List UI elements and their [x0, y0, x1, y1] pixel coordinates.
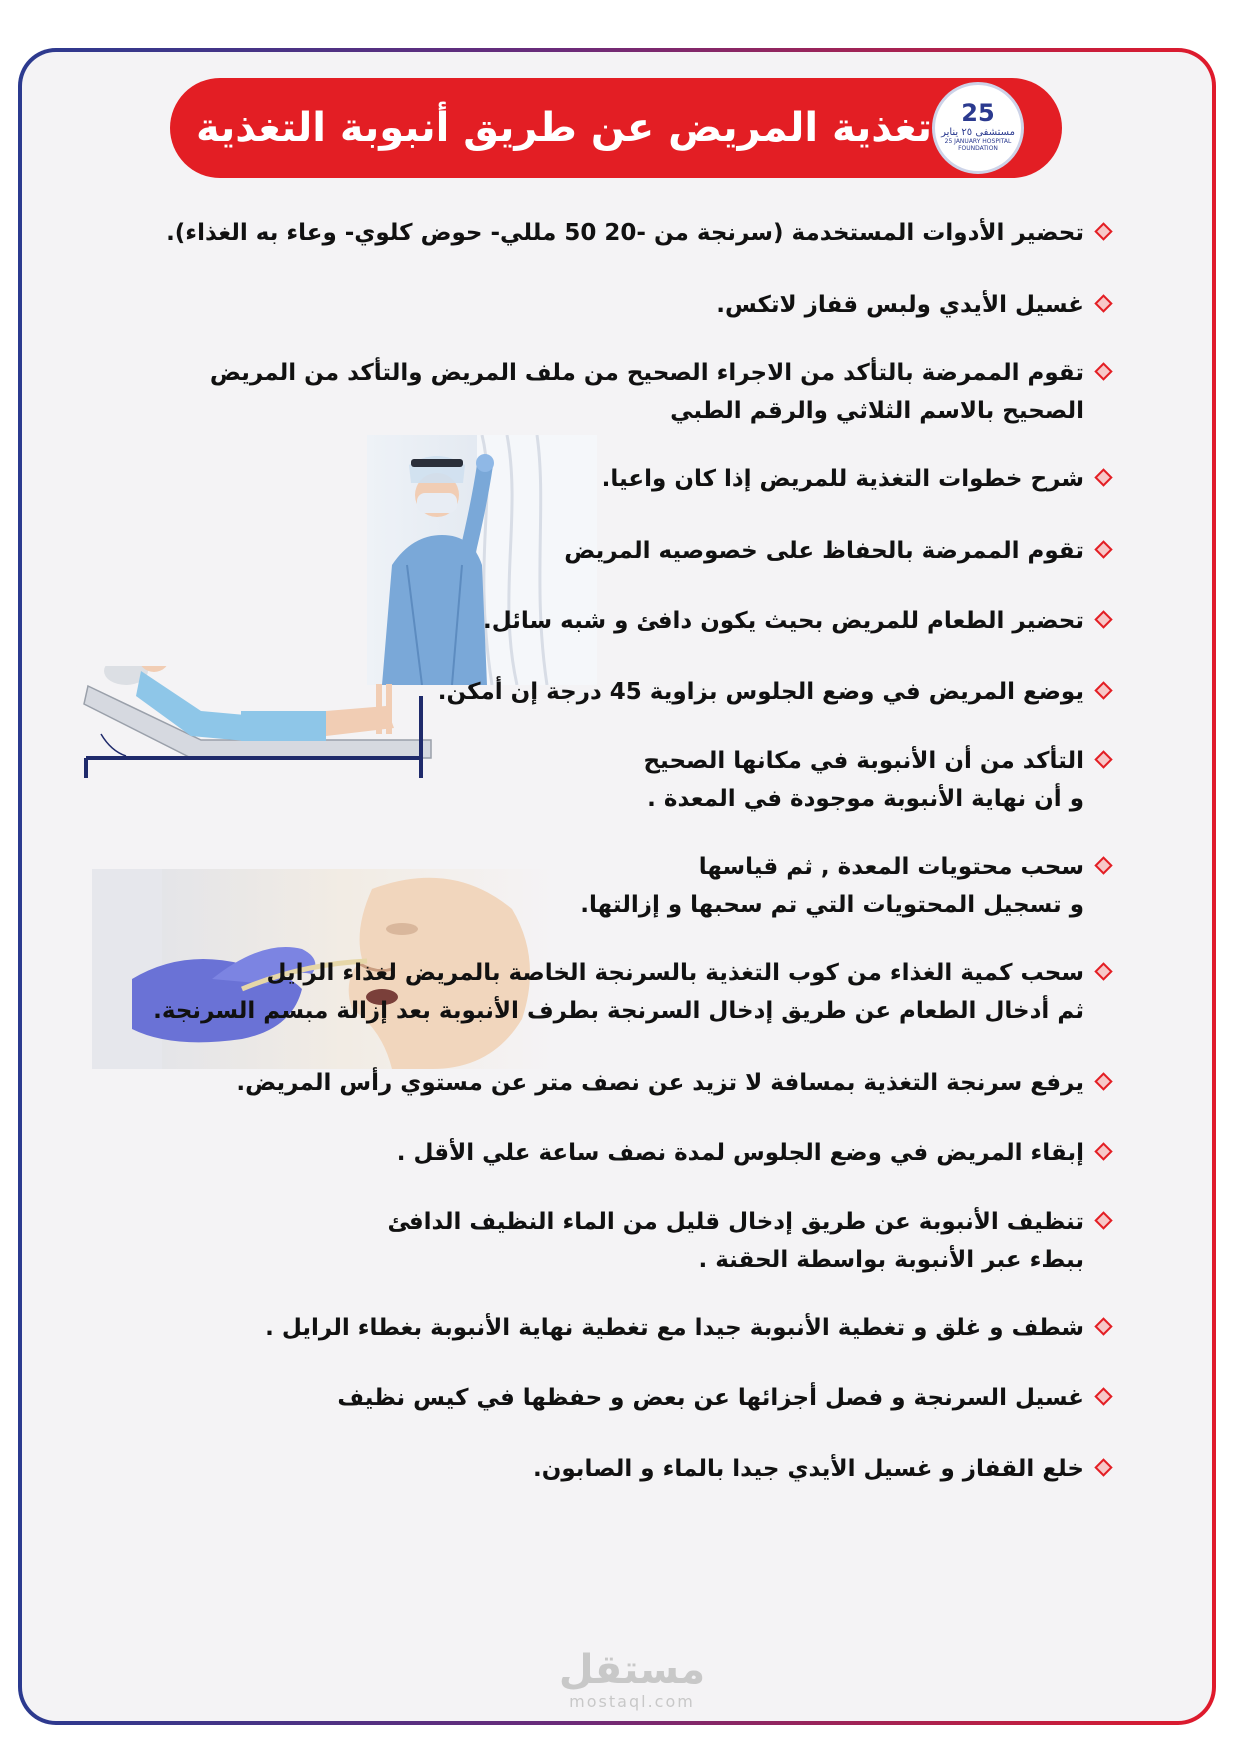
step-text: الصحيح بالاسم الثلاثي والرقم الطبي [670, 398, 1084, 424]
page-title: تغذية المريض عن طريق أنبوبة التغذية [195, 105, 932, 151]
bullet-diamond-icon [1094, 362, 1112, 380]
watermark-latin: mostaql.com [569, 1692, 695, 1711]
page-content [22, 52, 1212, 1721]
step-16 [533, 1450, 1084, 1488]
step-text: تقوم الممرضة بالحفاظ على خصوصيه المريض [564, 538, 1084, 564]
bullet-diamond-icon [1094, 294, 1112, 312]
step-5 [564, 532, 1084, 570]
bullet-diamond-icon [1094, 750, 1112, 768]
hospital-logo [932, 82, 1024, 174]
bullet-diamond-icon [1094, 610, 1112, 628]
watermark [542, 1648, 722, 1711]
bullet-diamond-icon [1094, 1211, 1112, 1229]
step-text: تقوم الممرضة بالتأكد من الاجراء الصحيح من ملف المريض والتأكد من المريض [209, 360, 1084, 386]
title-banner [170, 78, 1062, 178]
nurse-privacy-illustration [367, 435, 597, 685]
watermark-arabic: مستقل [558, 1647, 706, 1693]
step-text: و تسجيل المحتويات التي تم سحبها و إزالتها. [580, 892, 1084, 918]
step-text: سحب كمية الغذاء من كوب التغذية بالسرنجة الخاصة بالمريض لغذاء الرايل [266, 960, 1084, 986]
logo-text: مستشفى ٢٥ يناير [941, 127, 1015, 138]
bullet-diamond-icon [1094, 856, 1112, 874]
bullet-diamond-icon [1094, 1317, 1112, 1335]
bullet-diamond-icon [1094, 1072, 1112, 1090]
step-text: تحضير الأدوات المستخدمة (سرنجة من -20 50 مللي- حوض كلوي- وعاء به الغذاء). [166, 220, 1084, 246]
logo-subtitle: 25 JANUARY HOSPITAL FOUNDATION [944, 138, 1012, 152]
bullet-diamond-icon [1094, 962, 1112, 980]
step-7 [438, 673, 1084, 711]
step-2 [716, 286, 1084, 324]
step-text: ببطء عبر الأنبوبة بواسطة الحقنة . [698, 1247, 1084, 1273]
step-6 [483, 602, 1084, 640]
step-text: تحضير الطعام للمريض بحيث يكون دافئ و شبه سائل. [482, 608, 1084, 634]
step-text: شطف و غلق و تغطية الأنبوبة جيدا مع تغطية نهاية الأنبوبة بغطاء الرايل . [265, 1315, 1084, 1341]
step-11 [236, 1064, 1084, 1102]
step-text: يرفع سرنجة التغذية بمسافة لا تزيد عن نصف متر عن مستوي رأس المريض. [236, 1070, 1084, 1096]
step-text: غسيل الأيدي ولبس قفاز لاتكس. [716, 292, 1084, 318]
step-text: تنظيف الأنبوبة عن طريق إدخال قليل من الماء النظيف الدافئ [387, 1209, 1084, 1235]
step-text: ثم أدخال الطعام عن طريق إدخال السرنجة بطرف الأنبوبة بعد إزالة مبسم السرنجة. [153, 998, 1084, 1024]
step-3 [210, 354, 1084, 430]
bullet-diamond-icon [1094, 1458, 1112, 1476]
step-4 [602, 460, 1084, 498]
step-8 [643, 742, 1084, 818]
step-14 [265, 1309, 1084, 1347]
step-text: إبقاء المريض في وضع الجلوس لمدة نصف ساعة علي الأقل . [396, 1140, 1084, 1166]
step-10 [153, 954, 1084, 1030]
logo-number: 25 [961, 99, 995, 127]
step-text: سحب محتويات المعدة , ثم قياسها [698, 854, 1084, 880]
step-text: شرح خطوات التغذية للمريض إذا كان واعيا. [601, 466, 1084, 492]
step-12 [397, 1134, 1084, 1172]
step-1 [166, 214, 1084, 252]
step-text: و أن نهاية الأنبوبة موجودة في المعدة . [647, 786, 1084, 812]
step-9 [580, 848, 1084, 924]
bullet-diamond-icon [1094, 681, 1112, 699]
bullet-diamond-icon [1094, 540, 1112, 558]
bullet-diamond-icon [1094, 1387, 1112, 1405]
bullet-diamond-icon [1094, 1142, 1112, 1160]
step-text: التأكد من أن الأنبوبة في مكانها الصحيح [643, 748, 1084, 774]
page-frame [18, 48, 1216, 1725]
step-text: غسيل السرنجة و فصل أجزائها عن بعض و حفظها في كيس نظيف [337, 1385, 1084, 1411]
patient-bed-illustration [76, 666, 476, 846]
step-13 [388, 1203, 1084, 1279]
bullet-diamond-icon [1094, 222, 1112, 240]
bullet-diamond-icon [1094, 468, 1112, 486]
step-text: يوضع المريض في وضع الجلوس بزاوية 45 درجة إن أمكن. [437, 679, 1084, 705]
step-text: خلع القفاز و غسيل الأيدي جيدا بالماء و الصابون. [533, 1456, 1084, 1482]
step-15 [337, 1379, 1084, 1417]
